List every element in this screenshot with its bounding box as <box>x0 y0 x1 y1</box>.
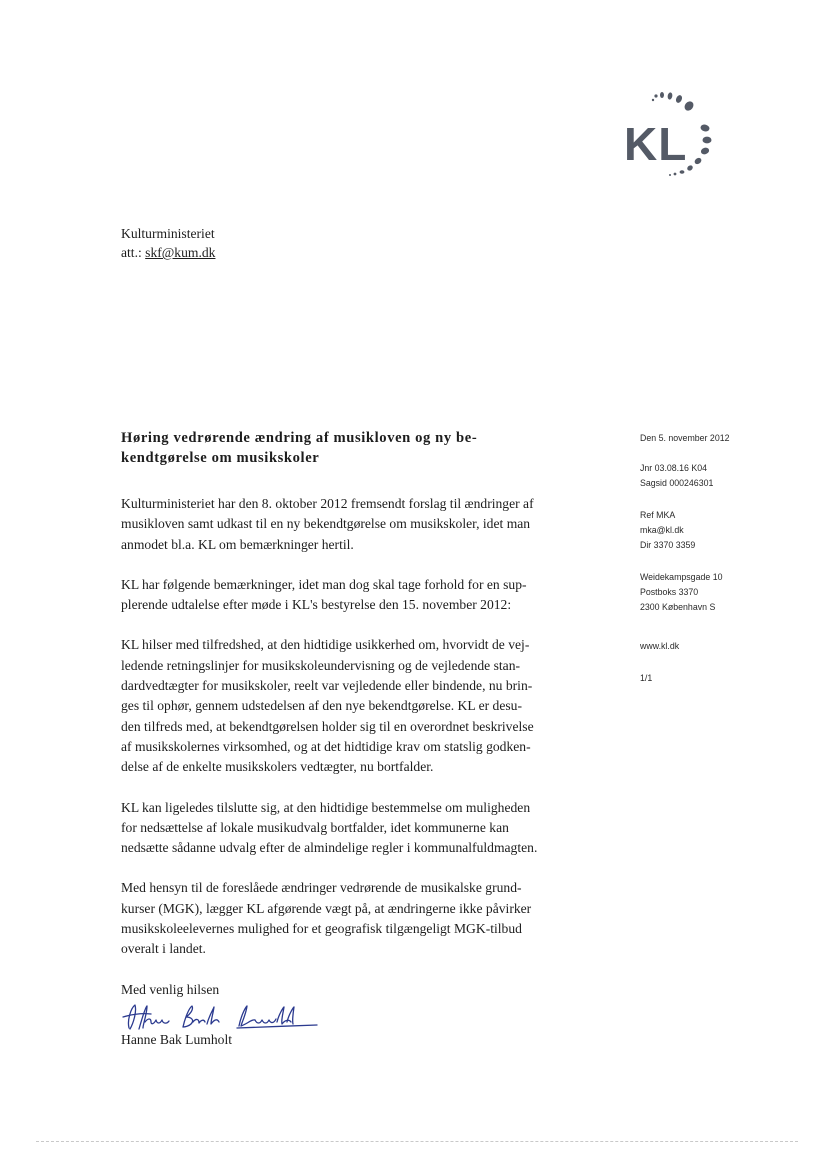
text-line: overalt i landet. <box>121 941 206 957</box>
journal-number: Jnr 03.08.16 K04 <box>640 463 708 473</box>
text-line: anmodet bl.a. KL om bemærkninger hertil. <box>121 536 354 552</box>
letter-date: Den 5. november 2012 <box>640 433 730 443</box>
sidebar-info <box>640 431 815 696</box>
case-id: Sagsid 000246301 <box>640 478 714 488</box>
direct-phone: Dir 3370 3359 <box>640 540 696 550</box>
contact-email[interactable]: mka@kl.dk <box>640 525 684 535</box>
closing-block <box>121 980 616 1050</box>
att-label: att.: <box>121 245 142 260</box>
recipient-att <box>121 243 215 262</box>
web-block <box>640 639 815 654</box>
text-line: plerende udtalelse efter møde i KL's bestyrelse den 15. november 2012: <box>121 597 512 613</box>
closing-greeting: Med venlig hilsen <box>121 981 220 997</box>
text-line: Kulturministeriet har den 8. oktober 2012 fremsendt forslag til ændringer af <box>121 496 534 511</box>
page-number: 1/1 <box>640 673 653 683</box>
text-line: musikskoleelevernes mulighed for et geografisk tilgængeligt MGK-tilbud <box>121 921 522 937</box>
text-line: KL har følgende bemærkninger, idet man dog skal tage forhold for en sup- <box>121 576 527 592</box>
subject-line: Høring vedrørende ændring af musikloven og ny be- <box>121 430 478 446</box>
paragraph <box>121 798 616 859</box>
scan-edge-line <box>36 1141 798 1142</box>
text-line: ledende retningslinjer for musikskoleundervisning og de vejledende stan- <box>121 657 521 673</box>
text-line: KL hilser med tilfredshed, at den hidtidige usikkerhed om, hvorvidt de vej- <box>121 637 530 653</box>
signatory-name: Hanne Bak Lumholt <box>121 1031 232 1047</box>
text-line: kurser (MGK), lægger KL afgørende vægt på, at ændringerne ikke påvirker <box>121 900 532 916</box>
text-line: delse af de enkelte musikskolers vedtægter, nu bortfalder. <box>121 759 434 775</box>
letter-body <box>121 494 616 1050</box>
text-line: den tilfreds med, at bekendtgørelsen holder sig til en overordnet beskrivelse <box>121 718 534 734</box>
text-line: for nedsættelse af lokale musikudvalg bortfalder, idet kommunerne kan <box>121 819 509 835</box>
kl-logo <box>620 86 730 182</box>
paragraph <box>121 575 616 616</box>
text-line: musikloven samt udkast til en ny bekendtgørelse om musikskoler, idet man <box>121 516 531 532</box>
paragraph <box>121 878 616 959</box>
page-block <box>640 671 815 686</box>
text-line: KL kan ligeledes tilslutte sig, at den hidtidige bestemmelse om muligheden <box>121 799 531 815</box>
postbox: Postboks 3370 <box>640 587 699 597</box>
letter-subject <box>121 428 591 468</box>
text-line: dardvedtægter for musikskoler, reelt var vejledende eller bindende, nu brin- <box>121 678 533 694</box>
svg-text:KL: KL <box>624 118 688 170</box>
street-address: Weidekampsgade 10 <box>640 572 723 582</box>
text-line: nedsætte sådanne udvalg efter de almindelige regler i kommunalfuldmagten. <box>121 840 538 856</box>
address-block <box>640 570 815 615</box>
text-line: ges til ophør, gennem udstedelsen af den nye bekendtgørelse. KL er desu- <box>121 698 522 714</box>
subject-line: kendtgørelse om musikskoler <box>121 450 320 466</box>
recipient-email-link[interactable]: skf@kum.dk <box>145 245 216 260</box>
reference-initials: Ref MKA <box>640 510 676 520</box>
recipient-name: Kulturministeriet <box>121 226 215 241</box>
reference-block <box>640 461 815 491</box>
text-line: af musikskolernes virksomhed, og at det hidtidige krav om statslig godken- <box>121 738 531 754</box>
website-link[interactable]: www.kl.dk <box>640 641 680 651</box>
paragraph <box>121 494 616 555</box>
paragraph <box>121 635 616 777</box>
contact-block <box>640 508 815 553</box>
date-block <box>640 431 815 446</box>
text-line: Med hensyn til de foreslåede ændringer vedrørende de musikalske grund- <box>121 880 522 896</box>
handwritten-signature <box>121 1002 321 1032</box>
recipient-block <box>121 224 215 262</box>
city: 2300 København S <box>640 602 716 612</box>
